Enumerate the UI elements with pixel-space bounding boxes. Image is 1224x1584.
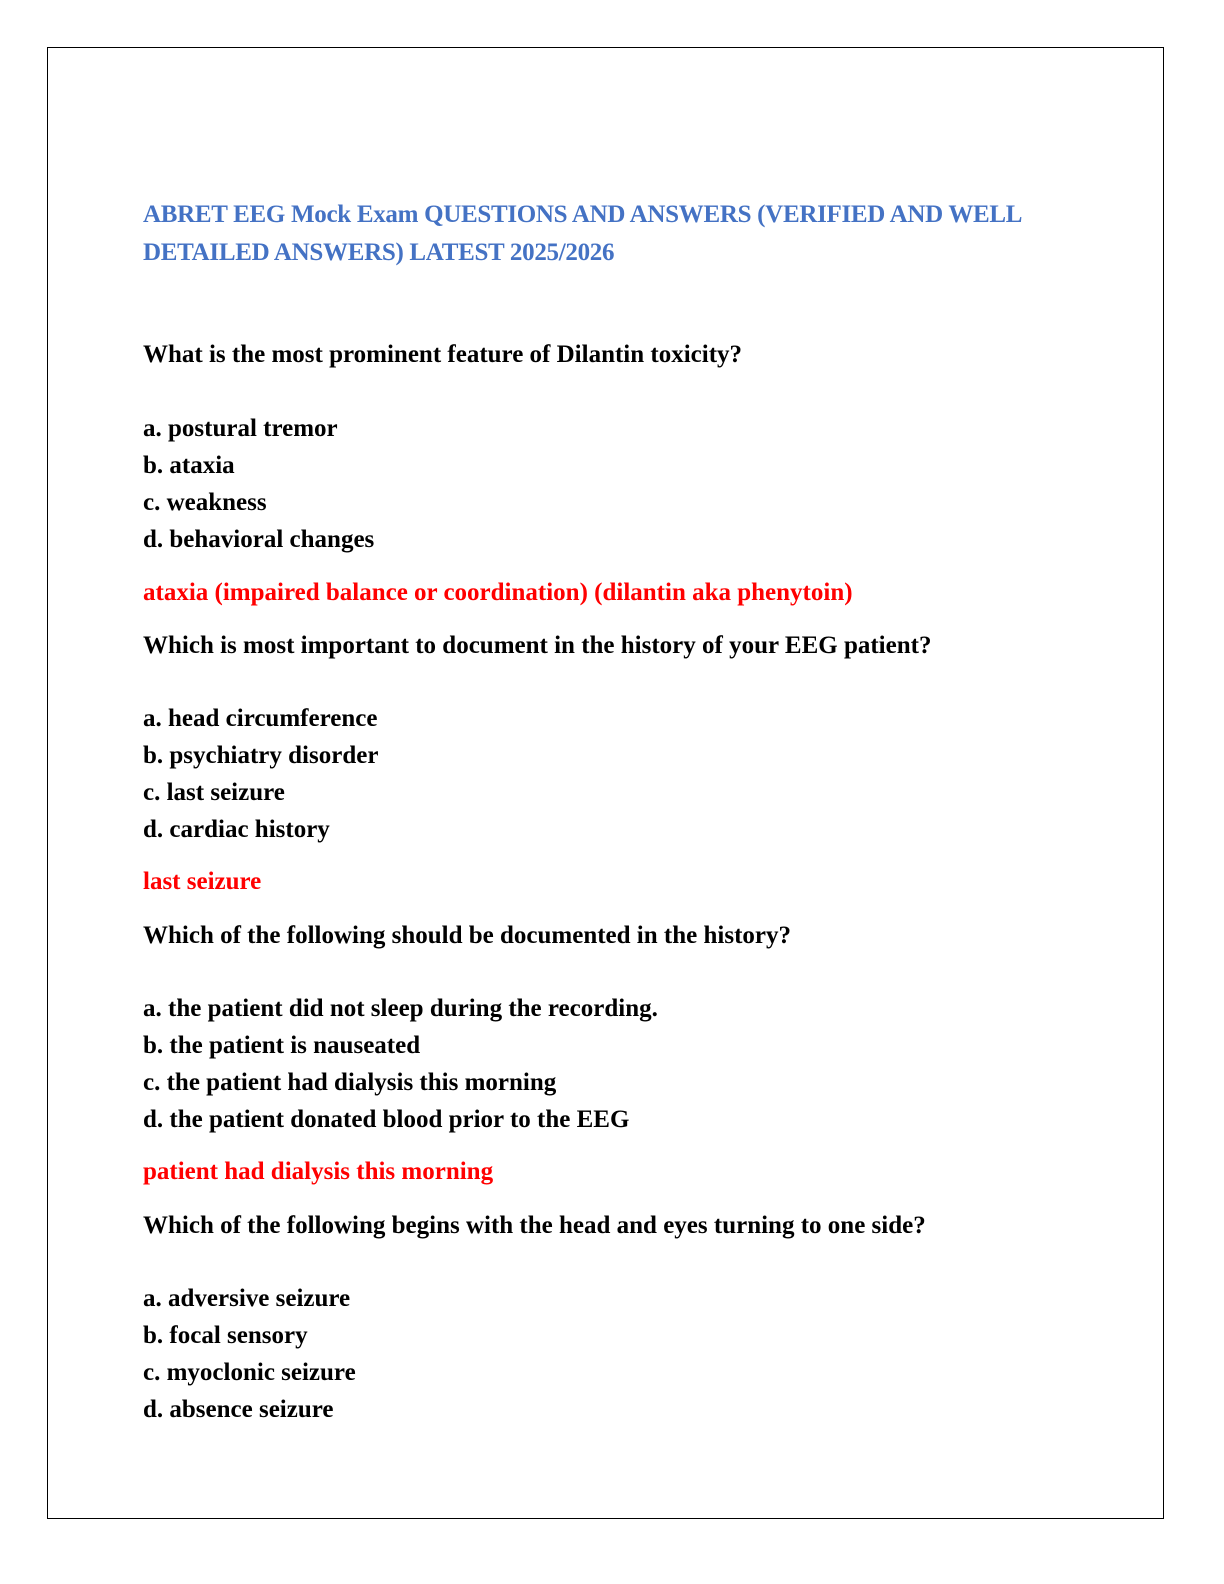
question-4-option-c: c. myoclonic seizure: [143, 1359, 356, 1386]
question-4-text: Which of the following begins with the head and eyes turning to one side?: [143, 1212, 926, 1239]
question-2-option-c: c. last seizure: [143, 779, 285, 806]
question-1-option-d: d. behavioral changes: [143, 526, 375, 553]
question-3-option-a: a. the patient did not sleep during the recording.: [143, 995, 658, 1022]
question-4-option-b: b. focal sensory: [143, 1322, 308, 1349]
question-1-option-a: a. postural tremor: [143, 415, 338, 442]
question-3-option-b: b. the patient is nauseated: [143, 1032, 421, 1059]
question-4-option-d: d. absence seizure: [143, 1396, 334, 1423]
question-2-option-d: d. cardiac history: [143, 816, 330, 843]
question-1-option-c: c. weakness: [143, 489, 267, 516]
question-1-option-b: b. ataxia: [143, 452, 235, 479]
question-2-option-b: b. psychiatry disorder: [143, 742, 379, 769]
question-2-option-a: a. head circumference: [143, 705, 378, 732]
question-3-text: Which of the following should be documented in the history?: [143, 922, 791, 949]
question-4-option-a: a. adversive seizure: [143, 1285, 351, 1312]
question-3-option-d: d. the patient donated blood prior to the EEG: [143, 1106, 630, 1133]
question-3-answer: patient had dialysis this morning: [143, 1158, 494, 1185]
question-2-answer: last seizure: [143, 868, 262, 895]
question-3-option-c: c. the patient had dialysis this morning: [143, 1069, 557, 1096]
document-title: ABRET EEG Mock Exam QUESTIONS AND ANSWERS (VERIFIED AND WELL DETAILED ANSWERS) LATEST 2025/2026: [143, 201, 1021, 266]
question-1-answer: ataxia (impaired balance or coordination) (dilantin aka phenytoin): [143, 579, 853, 606]
question-1-text: What is the most prominent feature of Dilantin toxicity?: [143, 341, 743, 368]
question-2-text: Which is most important to document in the history of your EEG patient?: [143, 632, 932, 659]
